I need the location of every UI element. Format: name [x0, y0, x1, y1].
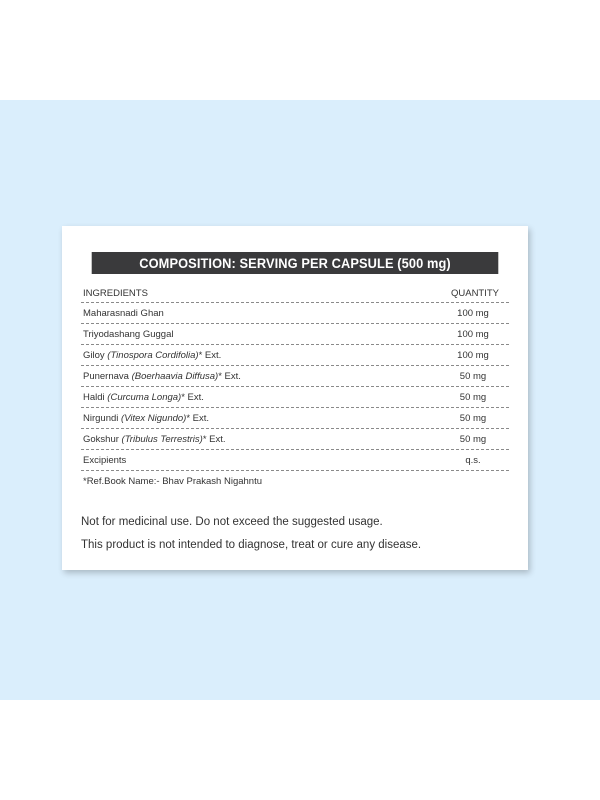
table-row: [81, 324, 509, 345]
ingredient-quantity: 100 mg: [457, 307, 489, 319]
disclaimer-diagnose: This product is not intended to diagnose, treat or cure any disease.: [81, 539, 422, 551]
ingredient-name: Triyodashang Guggal: [83, 328, 174, 340]
table-row: [81, 408, 509, 429]
table-row: [81, 345, 509, 366]
table-row: [81, 429, 509, 450]
table-row: [81, 303, 509, 324]
ingredient-name: Punernava (Boerhaavia Diffusa)* Ext.: [83, 370, 241, 382]
table-row: [81, 366, 509, 387]
ingredient-quantity: 50 mg: [459, 370, 487, 382]
ingredient-name: Maharasnadi Ghan: [83, 307, 164, 319]
ingredient-name: Haldi (Curcuma Longa)* Ext.: [83, 391, 204, 403]
ingredient-name: Gokshur (Tribulus Terrestris)* Ext.: [83, 433, 226, 445]
ingredient-quantity: 50 mg: [459, 391, 487, 403]
quantity-header: QUANTITY: [450, 287, 500, 299]
ingredient-quantity: 100 mg: [457, 349, 489, 361]
table-header-row: [81, 284, 509, 303]
ingredient-name: Excipients: [83, 454, 127, 466]
table-row: [81, 387, 509, 408]
ingredient-name: Nirgundi (Vitex Nigundo)* Ext.: [83, 412, 210, 424]
ingredients-header: INGREDIENTS: [83, 287, 148, 299]
composition-card: [62, 226, 528, 570]
reference-note: *Ref.Book Name:- Bhav Prakash Nigahntu: [83, 475, 263, 487]
composition-title: COMPOSITION: SERVING PER CAPSULE (500 mg): [92, 252, 499, 274]
ingredient-quantity: 50 mg: [459, 433, 487, 445]
ingredient-name: Giloy (Tinospora Cordifolia)* Ext.: [83, 349, 222, 361]
disclaimer-usage: Not for medicinal use. Do not exceed the suggested usage.: [81, 516, 383, 528]
ingredient-quantity: 100 mg: [457, 328, 489, 340]
ingredient-quantity: 50 mg: [459, 412, 487, 424]
ingredients-table: [81, 284, 509, 491]
table-row: [81, 450, 509, 471]
ingredient-quantity: q.s.: [465, 454, 481, 466]
